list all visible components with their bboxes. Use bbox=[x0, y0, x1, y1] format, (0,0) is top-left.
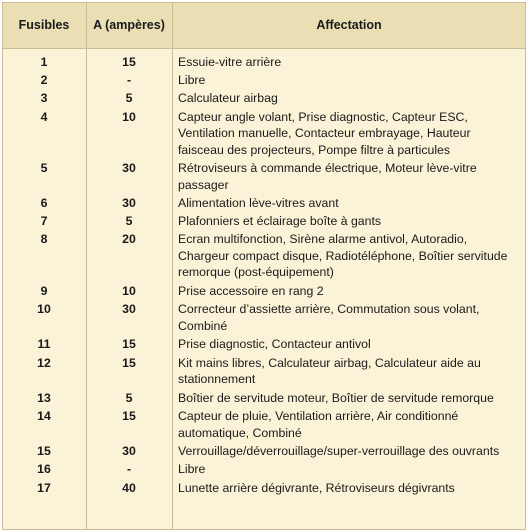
header-amperes: A (ampères) bbox=[93, 18, 165, 32]
fuse-amperage: 5 bbox=[125, 91, 133, 105]
fuse-assignment: Prise diagnostic, Contacteur antivol bbox=[178, 337, 371, 351]
table-row bbox=[3, 231, 525, 281]
table-body bbox=[3, 54, 525, 496]
table-row bbox=[3, 109, 525, 159]
fuse-number: 3 bbox=[40, 91, 48, 105]
fuse-assignment: Calculateur airbag bbox=[178, 91, 278, 105]
fuse-amperage: 15 bbox=[122, 409, 136, 423]
fuse-assignment: Verrouillage/déverrouillage/super-verrouillage des ouvrants bbox=[178, 444, 500, 458]
fuse-assignment: Kit mains libres, Calculateur airbag, Calculateur aide au stationnement bbox=[178, 355, 481, 386]
table-row bbox=[3, 461, 525, 478]
fuse-number: 16 bbox=[37, 462, 51, 476]
fuse-amperage: 40 bbox=[122, 480, 136, 495]
fuse-amperage: 10 bbox=[122, 283, 136, 298]
table-row bbox=[3, 390, 525, 407]
fuse-assignment: Boîtier de servitude moteur, Boîtier de servitude remorque bbox=[178, 390, 494, 405]
table-row bbox=[3, 408, 525, 441]
fuse-assignment: Lunette arrière dégivrante, Rétroviseurs dégivrants bbox=[178, 480, 455, 495]
fuse-number: 13 bbox=[37, 390, 51, 405]
fuse-number: 11 bbox=[37, 337, 51, 351]
fuse-number: 4 bbox=[40, 109, 48, 124]
table-row bbox=[3, 90, 525, 107]
fuse-number: 14 bbox=[37, 409, 51, 423]
fuse-amperage: 15 bbox=[122, 337, 136, 351]
table-row bbox=[3, 443, 525, 460]
fuse-number: 8 bbox=[40, 232, 48, 246]
fuse-number: 12 bbox=[37, 355, 51, 370]
fuse-amperage: 30 bbox=[122, 195, 136, 210]
fuse-assignment: Capteur angle volant, Prise diagnostic, Capteur ESC, Ventilation manuelle, Contacteur embrayage, Hauteur faisceau des projecteurs, Pompe filtre à particules bbox=[178, 109, 471, 157]
fuse-number: 6 bbox=[40, 195, 48, 210]
fuse-assignment: Rétroviseurs à commande électrique, Moteur lève-vitre passager bbox=[178, 161, 477, 192]
fuse-amperage: 20 bbox=[122, 232, 136, 246]
fuse-amperage: 15 bbox=[122, 55, 136, 69]
fuse-assignment: Libre bbox=[178, 462, 206, 476]
fuse-assignment: Capteur de pluie, Ventilation arrière, Air conditionné automatique, Combiné bbox=[178, 409, 459, 440]
fuse-amperage: 30 bbox=[122, 302, 136, 316]
fuse-number: 10 bbox=[37, 302, 51, 316]
fuse-number: 1 bbox=[40, 55, 48, 69]
table-row bbox=[3, 480, 525, 497]
fuse-amperage: 30 bbox=[122, 161, 136, 175]
table-row bbox=[3, 336, 525, 353]
table-row bbox=[3, 283, 525, 300]
fuse-amperage: 5 bbox=[125, 390, 133, 405]
fuse-assignment: Prise accessoire en rang 2 bbox=[178, 283, 324, 298]
table-row bbox=[3, 301, 525, 334]
fuse-assignment: Essuie-vitre arrière bbox=[178, 55, 282, 69]
fuse-number: 7 bbox=[40, 213, 48, 228]
fuse-number: 17 bbox=[37, 480, 51, 495]
table-row bbox=[3, 160, 525, 193]
fuse-number: 2 bbox=[40, 73, 48, 87]
fuse-assignment: Libre bbox=[178, 73, 206, 87]
table-row bbox=[3, 54, 525, 71]
header-fusibles: Fusibles bbox=[18, 18, 70, 32]
fuse-amperage: 30 bbox=[122, 444, 136, 458]
fuse-number: 5 bbox=[40, 161, 48, 175]
fuse-assignment: Plafonniers et éclairage boîte à gants bbox=[178, 213, 382, 228]
table-row bbox=[3, 72, 525, 89]
fuse-table bbox=[2, 2, 526, 530]
fuse-amperage: 15 bbox=[122, 355, 136, 370]
fuse-amperage: 5 bbox=[125, 213, 133, 228]
fuse-amperage: - bbox=[126, 73, 132, 87]
fuse-assignment: Correcteur d’assiette arrière, Commutation sous volant, Combiné bbox=[178, 302, 480, 333]
fuse-number: 9 bbox=[40, 283, 48, 298]
table-row bbox=[3, 355, 525, 388]
table-row bbox=[3, 213, 525, 230]
fuse-amperage: 10 bbox=[122, 109, 136, 124]
fuse-number: 15 bbox=[37, 444, 51, 458]
fuse-assignment: Ecran multifonction, Sirène alarme antivol, Autoradio, Chargeur compact disque, Radiotéléphone, Boîtier servitude remorque (post-équipement) bbox=[178, 232, 508, 279]
table-header bbox=[3, 3, 525, 49]
fuse-amperage: - bbox=[126, 462, 132, 476]
table-row bbox=[3, 195, 525, 212]
fuse-assignment: Alimentation lève-vitres avant bbox=[178, 195, 339, 210]
header-affectation: Affectation bbox=[316, 18, 382, 32]
